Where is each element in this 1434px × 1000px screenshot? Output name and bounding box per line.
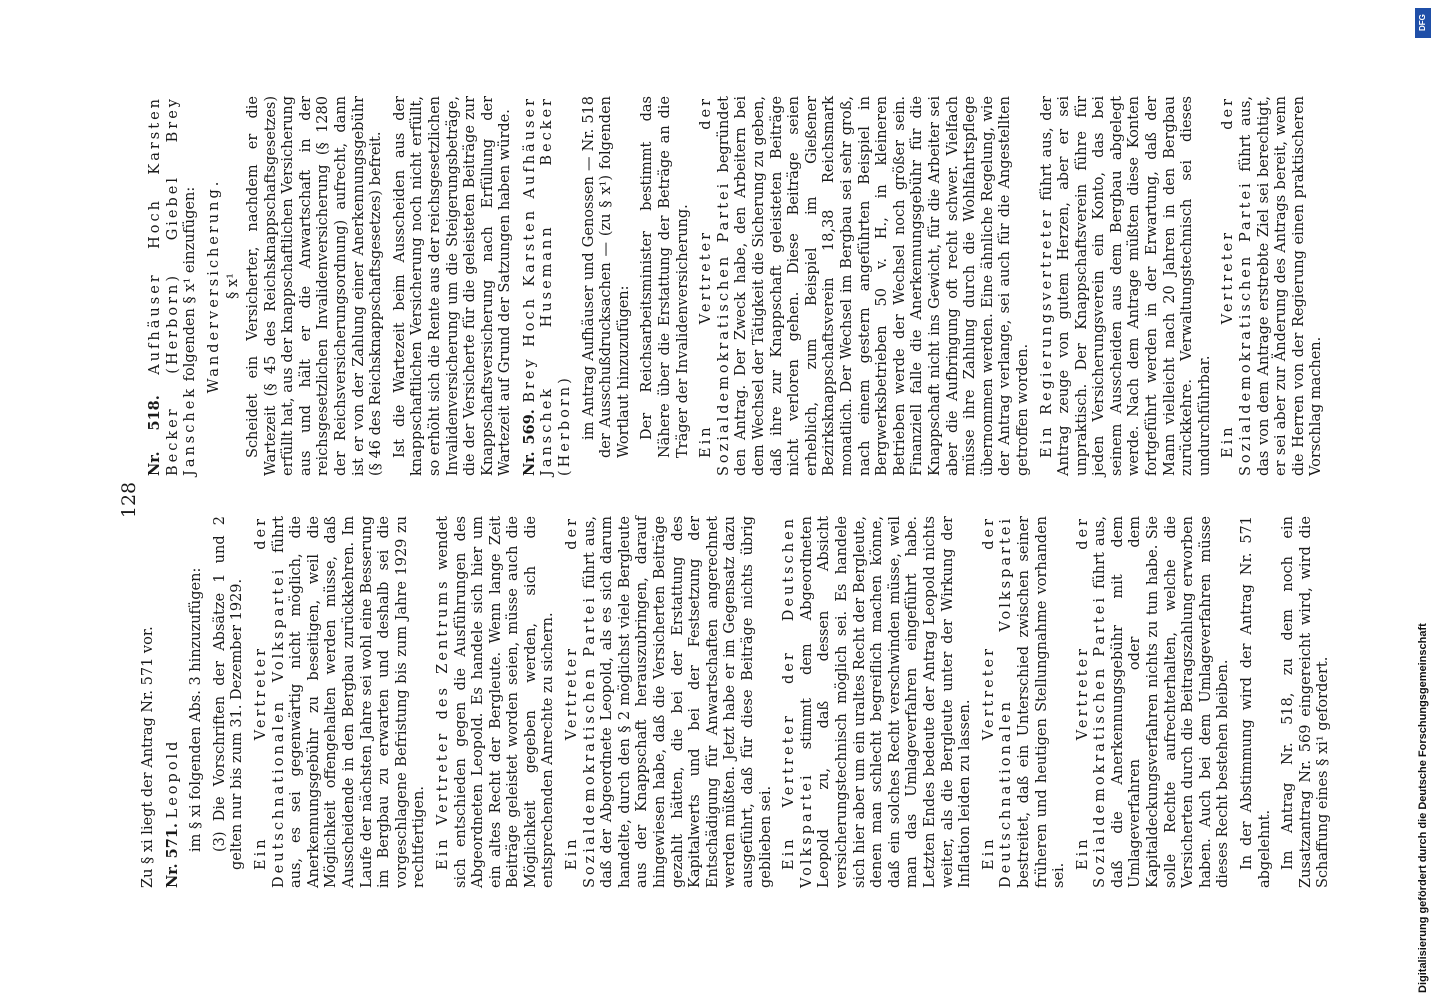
motion-number: Nr. 569. xyxy=(520,409,538,476)
speaker-label: Ein Vertreter der Deutschnationalen Volkspartei xyxy=(252,516,287,888)
right-column xyxy=(140,96,1332,476)
paragraph xyxy=(392,96,515,476)
paragraph-text: Ist die Wartezeit beim Ausscheiden aus der knappschaftlichen Versicherung noch nicht erfüllt, so erhöht sich die Rente aus der reichsgesetzlichen Invalidenversicherung um die Steigerungsbeträge, die der Versicherte für die geleisteten Beiträge zur Knappschaftsversicherung nach Erfüllung der Wartezeit auf Grund der Satzungen haben würde. xyxy=(391,96,514,476)
paragraph xyxy=(564,516,775,888)
paragraph-text: folgenden § x¹ einzufügen: xyxy=(182,186,199,386)
paragraph-text: begründet den Antrag. Der Zweck habe, den Arbeitern bei dem Wechsel der Tätigkeit die Sicherung zu geben, daß ihre zur Knappschaft geleisteten Beiträge nicht verloren gehen. Diese Beiträge seien erheblich, zum Beispiel im Gießener Bezirksknappschaftsverein 18,38 Reichsmark monatlich. Der Wechsel im Bergbau sei sehr groß, nach einem gestern angeführten Beispiel in Bergwerksbetrieben 50 v. H., in kleineren Betrieben werde der Wechsel noch größer sein. Finanziell falle die Anerkennungsgebühr für die Knappschaft nicht ins Gewicht, für die Arbeiter sei aber die Aufbringung oft recht schwer. Vielfach müsse ihre Zahlung durch die Wohlfahrtspflege übernommen werden. Eine ähnliche Regelung, wie der Antrag verlange, sei auch für die Angestellten getroffen worden. xyxy=(715,96,1031,476)
paragraph xyxy=(1075,516,1233,888)
paragraph xyxy=(140,516,158,888)
left-column xyxy=(140,516,1339,888)
paragraph xyxy=(225,96,243,476)
paragraph xyxy=(981,516,1069,888)
paragraph xyxy=(781,516,975,888)
speaker-label: Aufhäuser Hoch Karsten Becker (Herborn) Giebel Brey Janschek xyxy=(147,96,199,476)
paragraph-text: führt aus, daß die Anerkennungsgebühr mit dem Umlageverfahren oder dem Kapitaldeckungsverfahren nichts zu tun habe. Sie solle Rechte aufrechterhalten, welche die Versicherten durch die Beitragszahlung erworben haben. Auch bei dem Umlageverfahren müsse dieses Recht bestehen bleiben. xyxy=(1092,516,1232,888)
paragraph-text: In der Abstimmung wird der Antrag Nr. 571 abgelehnt. xyxy=(1239,516,1273,888)
paragraph-text: Der Reichsarbeitsminister bestimmt das Nähere über die Erstattung der Beträge an die Träger der Invalidenversicherung. xyxy=(639,96,691,458)
paragraph-text: bestreitet, daß ein Unterschied zwischen seiner früheren und heutigen Stellungnahme vorhanden sei. xyxy=(1015,516,1068,888)
paragraph xyxy=(253,516,429,888)
motion-heading xyxy=(521,96,575,476)
speaker-label: Ein Vertreter der Deutschnationalen Volkspartei xyxy=(980,516,1015,888)
paragraph xyxy=(1039,96,1215,476)
paragraph xyxy=(581,96,634,458)
speaker-label: Ein Vertreter des Zentrums xyxy=(434,578,451,870)
paragraph-text: § x¹ xyxy=(225,273,242,299)
paragraph xyxy=(698,96,1032,476)
speaker-label: Ein Vertreter der Sozialdemokratischen Partei xyxy=(564,516,598,888)
paragraph xyxy=(206,96,224,476)
motion-heading xyxy=(164,516,183,888)
paragraph xyxy=(435,516,558,888)
paragraph xyxy=(1280,516,1333,888)
paragraph-text: führt aus, das von dem Antrage erstrebte Ziel sei berechtigt, er sei aber zur Änderung des Antrags bereit, wenn die Herren von der Regierung einen praktischeren Vorschlag machen. xyxy=(1238,96,1325,476)
speaker-label: Ein Vertreter der Deutschen Volkspartei xyxy=(781,516,815,888)
paragraph-text: (3) Die Vorschriften der Absätze 1 und 2 gelten nur bis zum 31. Dezember 1929. xyxy=(211,516,246,870)
motion-number: Nr. 518. xyxy=(146,395,163,476)
paragraph-text: im Antrag Aufhäuser und Genossen — Nr. 518 der Ausschußdrucksachen — (zu § x¹) folgenden Wortlaut hinzuzufügen: xyxy=(580,96,632,458)
paragraph-text: Im Antrag Nr. 518, zu dem noch ein Zusatzantrag Nr. 569 eingereicht wird, wird die Schaffung eines § xi¹ gefordert. xyxy=(1280,516,1332,888)
dfg-logo: DFG xyxy=(1415,8,1431,38)
paragraph xyxy=(1220,96,1326,476)
watermark-text: Digitalisierung gefördert durch die Deutsche Forschungsgemeinschaft xyxy=(1417,623,1429,993)
page-number: 128 xyxy=(118,481,140,519)
paragraph-text: Zu § xi liegt der Antrag Nr. 571 vor. xyxy=(140,626,156,888)
speaker-label: Ein Vertreter der Sozialdemokratischen Partei xyxy=(1074,516,1109,888)
motion-number: Nr. 571. xyxy=(163,823,181,888)
speaker-label: Ein Vertreter der Sozialdemokratischen Partei xyxy=(698,96,732,476)
paragraph xyxy=(212,516,247,870)
paragraph xyxy=(1239,516,1274,888)
speaker-label: Ein Regierungsvertreter xyxy=(1038,207,1055,458)
paragraph xyxy=(245,96,386,476)
paragraph-text: führt aus, daß der Abgeordnete Leopold, als es sich darum handelte, durch den § 2 möglichst viele Bergleute aus der Knappschaft herauszubringen, darauf hingewiesen habe, daß die Versicherten Beiträge gezahlt hätten, die bei der Erstattung des Kapitalwerts und bei der Festsetzung der Entschädigung für Anwartschaften angerechnet werden müßten. Jetzt habe er im Gegensatz dazu ausgeführt, daß für diese Beiträge nichts übrig geblieben sei. xyxy=(581,516,774,888)
paragraph-text: wendet sich entschieden gegen die Ausführungen des Abgeordneten Leopold. Es handele sich hier um ein altes Recht der Bergleute. Wenn lange Zeit Beiträge geleistet worden seien, müsse auch die Möglichkeit gegeben werden, sich die entsprechenden Anrechte zu sichern. xyxy=(434,516,557,888)
speaker-label: Ein Vertreter der Sozialdemokratischen Partei xyxy=(1220,96,1255,476)
paragraph xyxy=(639,96,692,458)
motion-heading xyxy=(146,96,200,476)
paragraph-text: Scheidet ein Versicherter, nachdem er die Wartezeit (§ 45 des Reichsknappschaftsgesetzes) erfüllt hat, aus der knappschaftlichen Versicherung aus und hält er die Anwartschaft in der reichsgesetzlichen Invalidenversicherung (§ 1280 der Reichsversicherungsordnung) aufrecht, dann ist er von der Zahlung einer Anerkennungsgebühr (§ 46 des Reichsknappschaftsgesetzes) befreit. xyxy=(244,96,385,476)
speaker-label: Brey Hoch Karsten Aufhäuser Janschek Husemann Becker (Herborn) xyxy=(521,96,574,476)
speaker-label: Wanderversicherung. xyxy=(205,178,222,394)
paragraph-text: führt aus, der Antrag zeuge von gutem Herzen, aber er sei unpraktisch. Der Knappschaftsverein führe für jeden Versicherungsverein ein Konto, das bei seinem Ausscheiden aus dem Bergbau abgelegt werde. Nach dem Antrage müßten diese Konten fortgeführt werden in der Erwartung, daß der Mann vielleicht nach 20 Jahren in den Bergbau zurückkehre. Verwaltungstechnisch sei dieses undurchführbar. xyxy=(1038,96,1213,476)
paragraph xyxy=(188,516,206,870)
speaker-label: Leopold xyxy=(164,738,181,819)
paragraph-text: stimmt dem Abgeordneten Leopold zu, daß dessen Absicht versicherungstechnisch möglich sei. Es handele sich hier aber um ein uraltes Recht der Bergleute, denen man schlecht begreiflich machen könne, daß ein solches Recht verschwinden müsse, weil man das Umlageverfahren eingeführt habe. Letzten Endes bedeute der Antrag Leopold nichts weiter, als die Bergleute unter der Wirkung der Inflation leiden zu lassen. xyxy=(798,516,974,888)
watermark xyxy=(1414,8,1432,993)
paragraph-text: im § xi folgenden Abs. 3 hinzuzufügen: xyxy=(188,567,205,852)
paragraph-text: führt aus, es sei gegenwärtig nicht möglich, die Anerkennungsgebühr zu beseitigen, weil die Möglichkeit offengehalten werden müsse, daß Ausscheidende in den Bergbau zurückkehren. Im Laufe der nächsten Jahre sei wohl eine Besserung im Bergbau zu erwarten und deshalb sei die vorgeschlagene Befristung bis zum Jahre 1929 zu rechtfertigen. xyxy=(270,516,428,888)
